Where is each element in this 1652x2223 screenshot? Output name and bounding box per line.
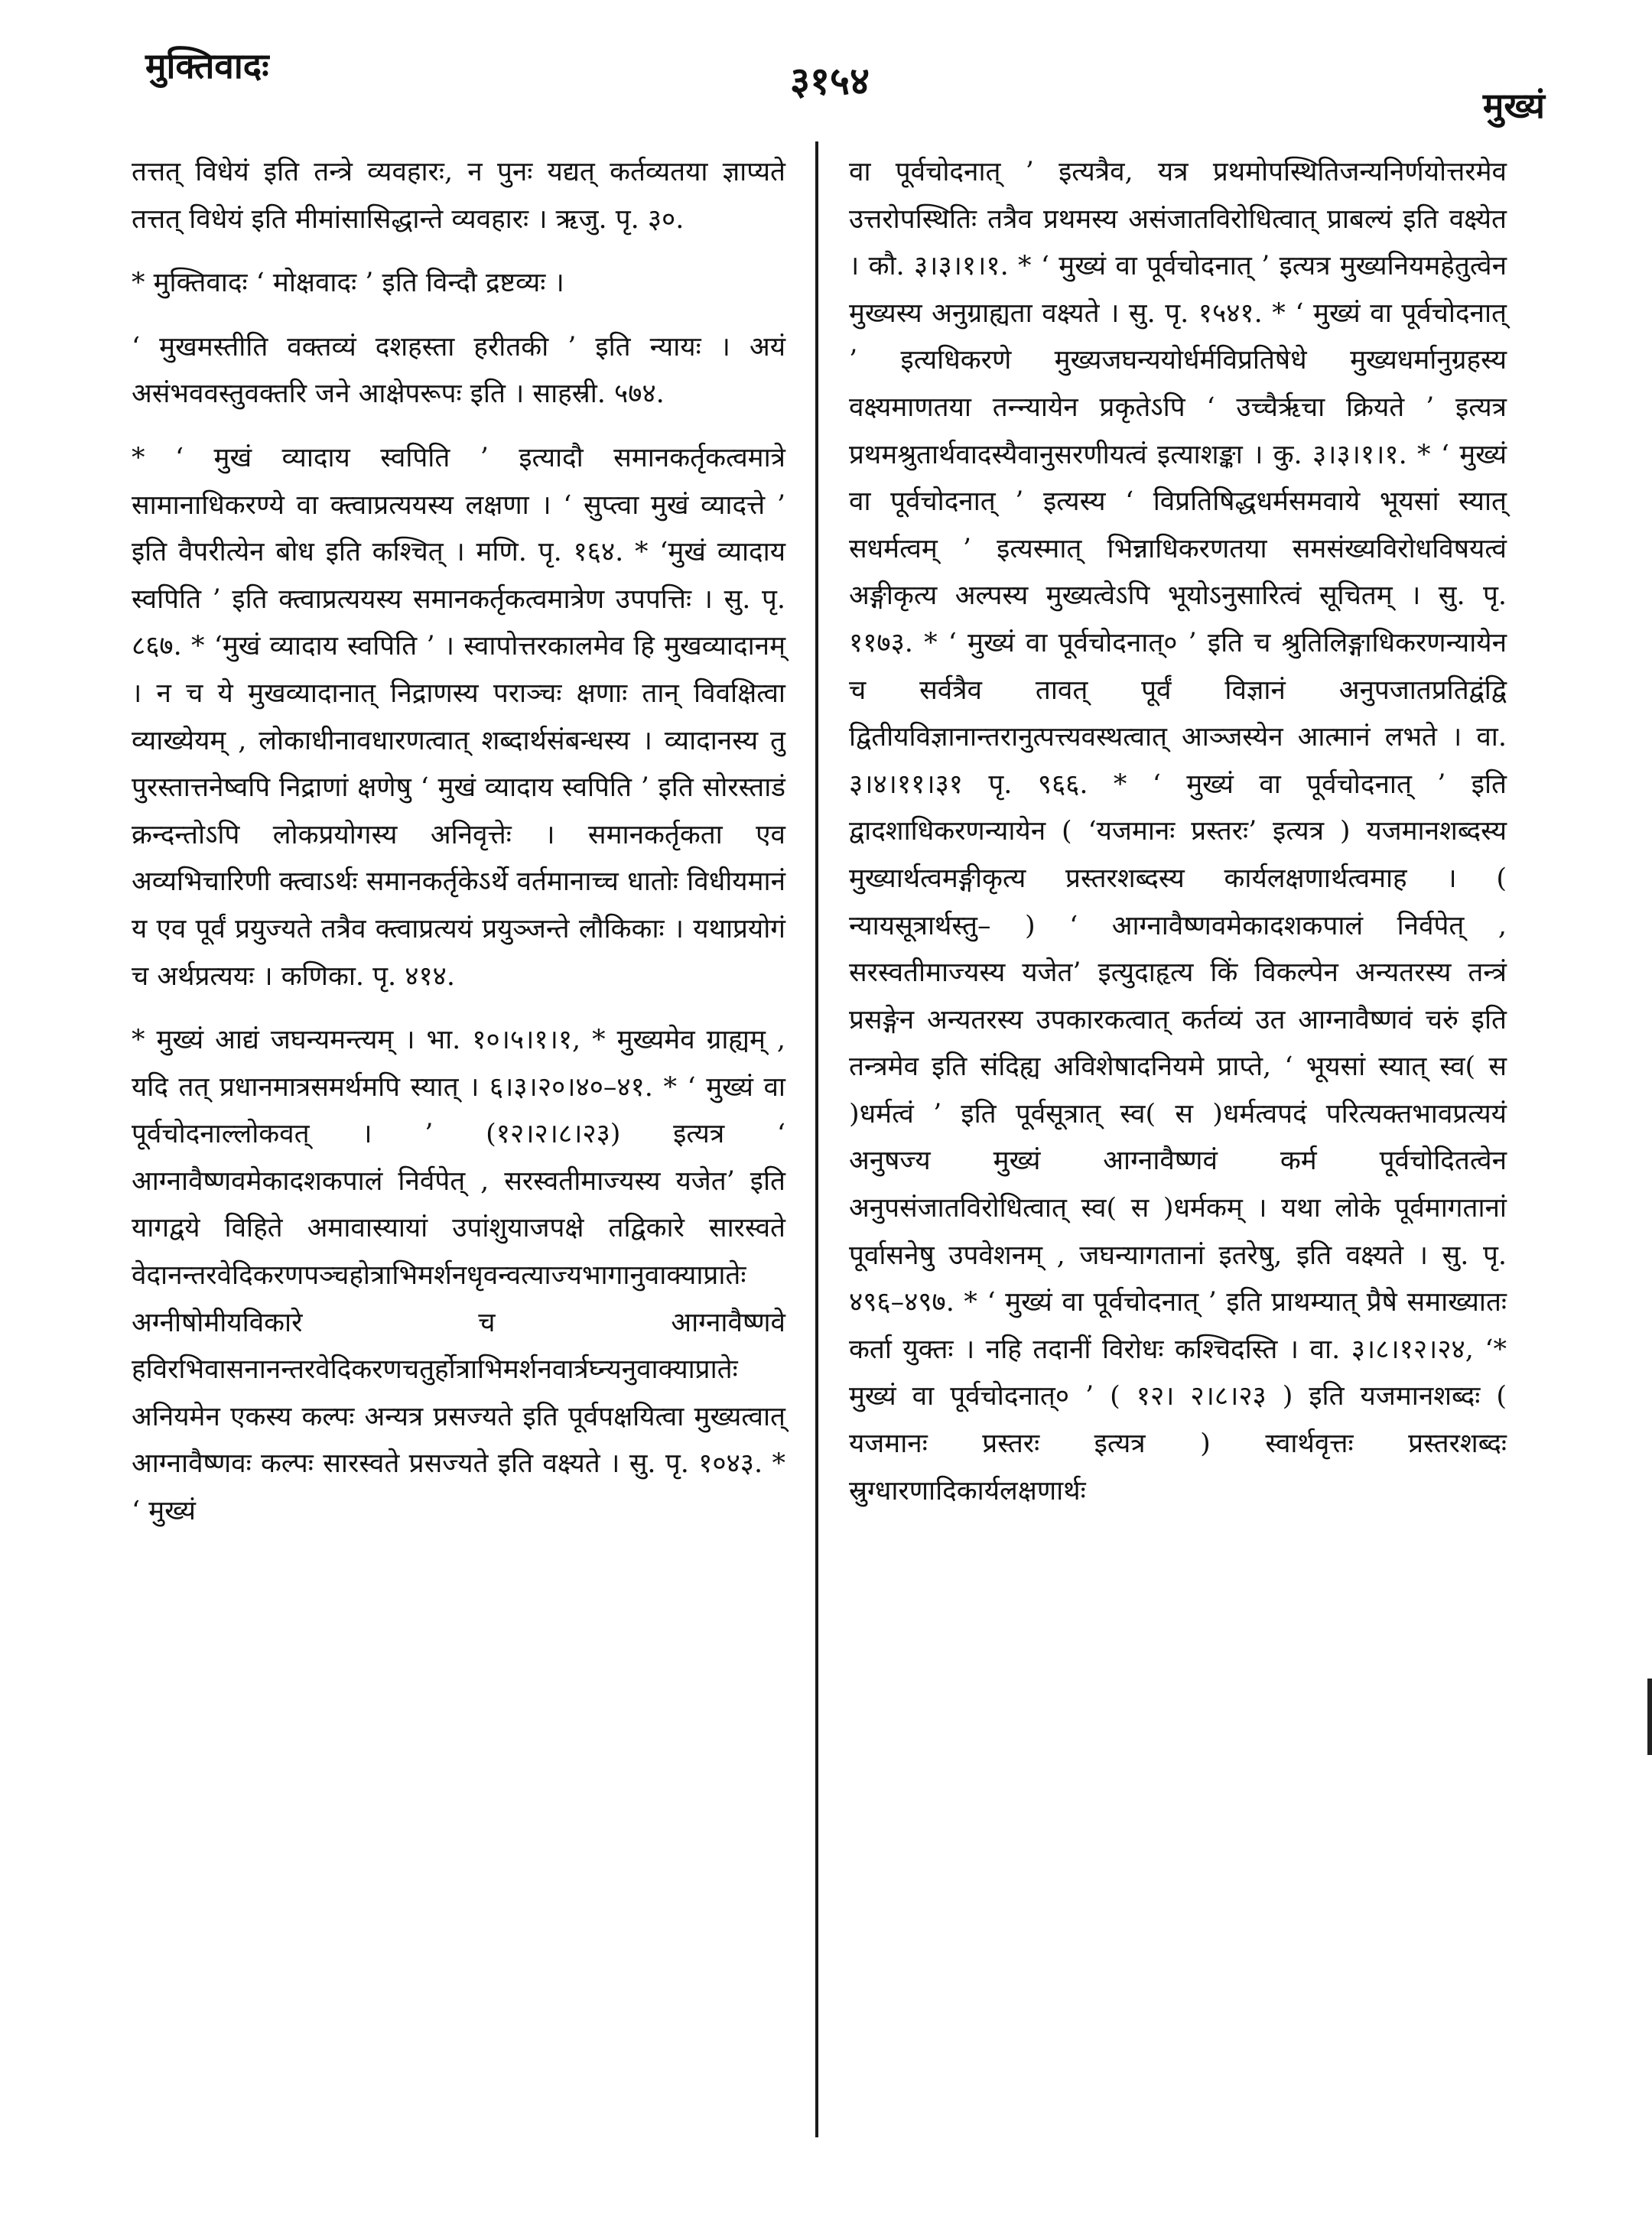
- entry-paragraph: तत्तत् विधेयं इति तन्त्रे व्यवहारः, न पुनः यद्यत् कर्तव्यतया ज्ञाप्यते तत्तत् विधेयं इति मीमांसासिद्धान्ते व्यवहारः । ऋजु. पृ. ३०.: [132, 157, 785, 235]
- entry-paragraph: ‘ मुखमस्तीति वक्तव्यं दशहस्ता हरीतकी ’ इति न्यायः । अयं असंभववस्तुवक्तरि जने आक्षेपरूपः इति । साहस्री. ५७४.: [132, 331, 785, 410]
- right-column: [849, 149, 1507, 1515]
- entry-paragraph: वा पूर्वचोदनात् ’ इत्यत्रैव, यत्र प्रथमोपस्थितिजन्यनिर्णयोत्तरमेव उत्तरोपस्थितिः तत्रैव प्रथमस्य असंजातविरोधित्वात् प्राबल्यं इति वक्ष्येत । कौ. ३।३।१।१. * ‘ मुख्यं वा पूर्वचोदनात् ’ इत्यत्र मुख्यनियमहेतुत्वेन मुख्यस्य अनुग्राह्यता वक्ष्यते । सु. पृ. १५४१. * ‘ मुख्यं वा पूर्वचोदनात् ’ इत्यधिकरणे मुख्यजघन्ययोर्धर्मविप्रतिषेधे मुख्यधर्मानुग्रहस्य वक्ष्यमाणतया तन्न्यायेन प्रकृतेऽपि ‘ उच्चैर्ऋचा क्रियते ’ इत्यत्र प्रथमश्रुतार्थवादस्यैवानुसरणीयत्वं इत्याशङ्का । कु. ३।३।१।१. * ‘ मुख्यं वा पूर्वचोदनात् ’ इत्यस्य ‘ विप्रतिषिद्धधर्मसमवाये भूयसां स्यात् सधर्मत्वम् ’ इत्यस्मात् भिन्नाधिकरणतया समसंख्यविरोधविषयत्वं अङ्गीकृत्य अल्पस्य मुख्यत्वेऽपि भूयोऽनुसारित्वं सूचितम् । सु. पृ. ११७३. * ‘ मुख्यं वा पूर्वचोदनात्० ’ इति च श्रुतिलिङ्गाधिकरणन्यायेन च सर्वत्रैव तावत् पूर्वं विज्ञानं अनुपजातप्रतिद्वंद्वि द्वितीयविज्ञानान्तरानुत्पत्त्यवस्थत्वात् आञ्जस्येन आत्मानं लभते । वा. ३।४।११।३१ पृ. ९६६. * ‘ मुख्यं वा पूर्वचोदनात् ’ इति द्वादशाधिकरणन्यायेन ( ‘यजमानः प्रस्तरः’ इत्यत्र ) यजमानशब्दस्य मुख्यार्थत्वमङ्गीकृत्य प्रस्तरशब्दस्य कार्यलक्षणार्थत्वमाह । ( न्यायसूत्रार्थस्तु– ) ‘ आग्नावैष्णवमेकादशकपालं निर्वपेत् , सरस्वतीमाज्यस्य यजेत’ इत्युदाहृत्य किं विकल्पेन अन्यतरस्य तन्त्रं प्रसङ्गेन अन्यतरस्य उपकारकत्वात् कर्तव्यं उत आग्नावैष्णवं चरुं इति तन्त्रमेव इति संदिह्य अविशेषादनियमे प्राप्ते, ‘ भूयसां स्यात् स्व( स )धर्मत्वं ’ इति पूर्वसूत्रात् स्व( स )धर्मत्वपदं परित्यक्तभावप्रत्ययं अनुषज्य मुख्यं आग्नावैष्णवं कर्म पूर्वचोदितत्वेन अनुपसंजातविरोधित्वात् स्व( स )धर्मकम् । यथा लोके पूर्वमागतानां पूर्वासनेषु उपवेशनम् , जघन्यागतानां इतरेषु, इति वक्ष्यते । सु. पृ. ४९६–४९७. * ‘ मुख्यं वा पूर्वचोदनात् ’ इति प्राथम्यात् प्रैषे समाख्यातः कर्ता युक्तः । नहि तदानीं विरोधः कश्चिदस्ति । वा. ३।८।१२।२४, ‘* मुख्यं वा पूर्वचोदनात्० ’ ( १२। २।८।२३ ) इति यजमानशब्दः ( यजमानः प्रस्तरः इत्यत्र ) स्वार्थवृत्तः प्रस्तरशब्दः स्रुग्धारणादिकार्यलक्षणार्थः: [849, 157, 1507, 1506]
- header-left-guideword: मुक्तिवादः: [145, 45, 269, 86]
- entry-paragraph: * ‘ मुखं व्यादाय स्वपिति ’ इत्यादौ समानकर्तृकत्वमात्रे सामानाधिकरण्ये वा क्त्वाप्रत्ययस्य लक्षणा । ‘ सुप्त्वा मुखं व्यादत्ते ’ इति वैपरीत्येन बोध इति कश्चित् । मणि. पृ. १६४. * ‘मुखं व्यादाय स्वपिति ’ इति क्त्वाप्रत्ययस्य समानकर्तृकत्वमात्रेण उपपत्तिः । सु. पृ. ८६७. * ‘मुखं व्यादाय स्वपिति ’ । स्वापोत्तरकालमेव हि मुखव्यादानम् । न च ये मुखव्यादानात् निद्राणस्य पराञ्चः क्षणाः तान् विवक्षित्वा व्याख्येयम् , लोकाधीनावधारणत्वात् शब्दार्थसंबन्धस्य । व्यादानस्य तु पुरस्तात्तनेष्वपि निद्राणां क्षणेषु ‘ मुखं व्यादाय स्वपिति ’ इति सोरस्ताडं क्रन्दन्तोऽपि लोकप्रयोगस्य अनिवृत्तेः । समानकर्तृकता एव अव्यभिचारिणी क्त्वाऽर्थः समानकर्तृकेऽर्थे वर्तमानाच्च धातोः विधीयमानं य एव पूर्वं प्रयुज्यते तत्रैव क्त्वाप्रत्ययं प्रयुञ्जन्ते लौकिकाः । यथाप्रयोगं च अर्थप्रत्ययः । कणिका. पृ. ४१४.: [132, 442, 785, 992]
- header-right-guideword: मुख्यं: [1482, 85, 1545, 126]
- column-divider: [815, 141, 818, 2137]
- page-edge-mark: [1647, 1679, 1652, 1755]
- entry-paragraph: * मुक्तिवादः ‘ मोक्षवादः ’ इति विन्दौ द्रष्टव्यः ।: [132, 268, 564, 299]
- left-column: [132, 149, 785, 1536]
- entry-paragraph: * मुख्यं आद्यं जघन्यमन्त्यम् । भा. १०।५।१।१, * मुख्यमेव ग्राह्यम् , यदि तत् प्रधानमात्रसमर्थमपि स्यात् । ६।३।२०।४०–४१. * ‘ मुख्यं वा पूर्वचोदनाल्लोकवत् । ’ (१२।२।८।२३) इत्यत्र ‘ आग्नावैष्णवमेकादशकपालं निर्वपेत् , सरस्वतीमाज्यस्य यजेत’ इति यागद्वये विहिते अमावास्यायां उपांशुयाजपक्षे तद्विकारे सारस्वते वेदानन्तरवेदिकरणपञ्चहोत्राभिमर्शनधृवन्वत्याज्यभागानुवाक्याप्रातेः अग्नीषोमीयविकारे च आग्नावैष्णवे हविरभिवासनानन्तरवेदिकरणचतुर्होत्राभिमर्शनवार्त्रघ्न्यनुवाक्याप्रातेः अनियमेन एकस्य कल्पः अन्यत्र प्रसज्यते इति पूर्वपक्षयित्वा मुख्यत्वात् आग्नावैष्णवः कल्पः सारस्वते प्रसज्यते इति वक्ष्यते । सु. पृ. १०४३. * ‘ मुख्यं: [132, 1025, 785, 1527]
- page-number: ३१५४: [790, 58, 870, 103]
- page-header: [115, 37, 1545, 126]
